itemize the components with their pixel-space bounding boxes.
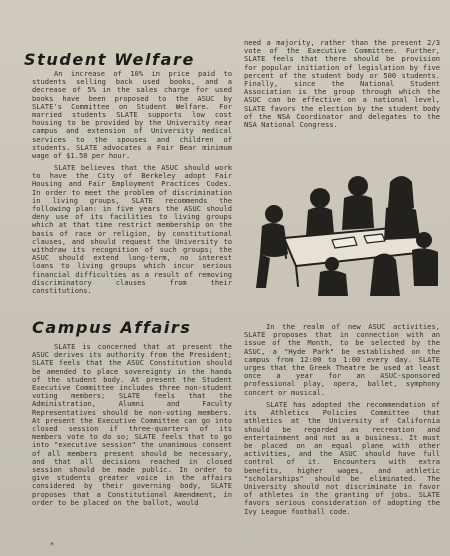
student-welfare-paragraph-1: An increase of 10% in price paid to students selling back used books, and a decrease of 5% in the sales charge for used books have been proposed to the ASUC by SLATE's Committee on Student Welfare. For married students SLATE supports low cost housing to be provided by the University near campus and extension of University medical services to the spouses and children of students. SLATE advocates a Fair Bear minimum wage of $1.50 per hour. [32, 69, 232, 161]
new-activities-paragraph: In the realm of new ASUC activities, SLATE proposes that in connection with an issue of the Month, to be selected by the ASUC, a "Hyde Park" be established on the campus from 12:00 to 1:00 every day. SLATE urges that the Greek Theatre be used at least once a year for an ASUC-sponsored professional play, opera, ballet, symphony concert or musical. [244, 322, 440, 397]
continued-paragraph: need a majority, rather than the present 2/3 vote of the Executive Committee. Further, SLATE feels that there should be provision for popular initiation of legislation by five percent of the student body or 500 students. Finally, since the National Student Association is the group through which the ASUC can be effective on a national level, SLATE favors the election by the student body of the NSA Coordinator and delegates to the NSA National Congress. [244, 38, 440, 130]
students-at-table-illustration [254, 168, 440, 298]
student-welfare-heading: Student Welfare [24, 50, 195, 69]
campus-affairs-heading: Campus Affairs [32, 318, 192, 337]
athletics-paragraph: SLATE has adopted the recommendation of its Athletics Policies Committee that athletics at the University of California should be regarded as recreation and entertainment and not as a business. It must be placed on an equal plane with other activities, and the ASUC should have full control of it. Encounters with extra benefits, higher wages, and athletic "scholarships" should be eliminated. The University should not discriminate in favor of athletes in the granting of jobs. SLATE favors serious consideration of adopting the Ivy League football code. [244, 400, 440, 516]
stray-mark: * [50, 541, 55, 549]
student-welfare-paragraph-2: SLATE believes that the ASUC should work to have the City of Berkeley adopt Fair Housing and Fair Employment Practices Codes. In order to meet the problem of discrimination in living groups, SLATE recommends the following plan: in five years the ASUC should deny use of its facilities to living groups which at that time restrict membership on the basis of race or religion, by constitutional clauses, and should request the University to withdraw its recognition of such groups; the ASUC should extend long-term, no interest loans to living groups which incur serious financial difficulties as a result of removing discriminatory clauses from their constitutions. [32, 163, 232, 296]
campus-affairs-paragraph: SLATE is concerned that at present the ASUC derives its authority from the President; SLATE feels that the ASUC Constitution should be amended to place sovereignty in the hands of the student body. At present the Student Executive Committee includes three non-student voting members; SLATE feels that the Administration, Alumni and Faculty Representatives should be non-voting members. At present the Executive Committee can go into closed session if three-quarters of its members vote to do so; SLATE feels that to go into "executive session" the unanimous consent of all members present should be necessary, and that all decisions reached in closed session should be made public. In order to give students greater voice in the affairs considered by their governing body, SLATE proposes that a Constitutional Amendment, in order to be placed on the ballot, would [32, 342, 232, 507]
